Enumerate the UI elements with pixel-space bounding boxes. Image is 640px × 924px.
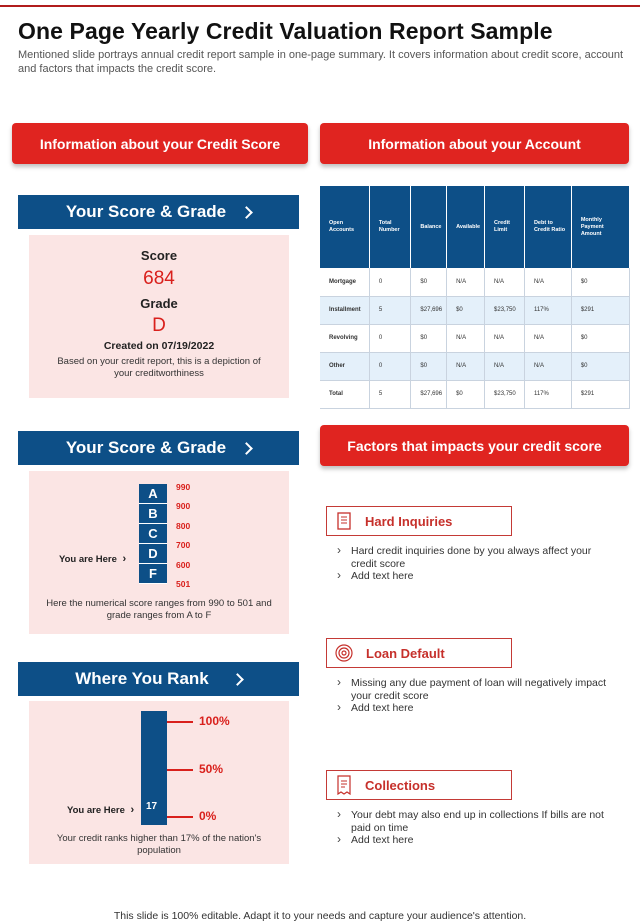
rank-card: [29, 701, 289, 864]
table-row: [320, 352, 630, 380]
table-cell: $0: [411, 324, 447, 352]
table-cell: N/A: [485, 352, 525, 380]
factors-banner-label: Factors that impacts your credit score: [347, 437, 602, 454]
table-row: [320, 380, 630, 408]
factors-banner: [320, 425, 629, 466]
list-item: › Missing any due payment of loan will negatively impact your credit score: [335, 677, 620, 702]
column-header: Debt to Credit Ratio: [524, 186, 571, 268]
account-banner: [320, 123, 629, 164]
table-cell: 5: [369, 296, 411, 324]
table-cell: 117%: [524, 380, 571, 408]
grade-ladder-note: Here the numerical score ranges from 990 to 501 and grade ranges from A to F: [46, 598, 272, 621]
score-tick: 700: [176, 540, 191, 550]
page-subtitle: Mentioned slide portrays annual credit report sample in one-page summary. It covers information about credit score, account and factors that impacts the credit score.: [18, 49, 624, 75]
score-tick: 600: [176, 560, 191, 570]
receipt-icon: [335, 775, 353, 795]
score-grade-title: Your Score & Grade: [65, 202, 227, 221]
score-card: [29, 235, 289, 398]
chevron-right-icon: ›: [130, 804, 135, 816]
grade-cell: D: [139, 544, 167, 564]
top-divider: [0, 5, 640, 7]
rank-tick: [167, 769, 193, 771]
grade-cell: B: [139, 504, 167, 524]
score-tick: 900: [176, 501, 191, 511]
grade-ladder-title: Your Score & Grade: [65, 438, 227, 457]
table-cell: $0: [411, 352, 447, 380]
grade-label: Grade: [140, 296, 178, 311]
table-cell: $27,696: [411, 380, 447, 408]
score-tick: 800: [176, 521, 191, 531]
factor-collections: [326, 770, 512, 800]
score-tick: 501: [176, 579, 191, 589]
table-cell: $291: [571, 380, 629, 408]
rank-tick: [167, 816, 193, 818]
table-cell: $0: [447, 380, 485, 408]
rank-you-are-here: [67, 804, 134, 816]
grade-value: D: [152, 315, 166, 336]
grade-cell: A: [139, 484, 167, 504]
rank-level: 50%: [199, 762, 224, 776]
table-cell: N/A: [447, 324, 485, 352]
factor-bullets: [335, 677, 620, 715]
score-value: 684: [143, 268, 175, 289]
chevron-right-icon: [231, 673, 244, 686]
you-are-here-text: You are Here: [59, 554, 117, 565]
table-cell: Mortgage: [320, 268, 369, 296]
factor-bullets: [335, 809, 620, 847]
target-icon: [334, 643, 354, 663]
table-cell: N/A: [524, 324, 571, 352]
table-cell: $0: [571, 324, 629, 352]
footer-note: This slide is 100% editable. Adapt it to your needs and capture your audience's attention.: [113, 910, 527, 922]
column-header: Credit Limit: [485, 186, 525, 268]
score-label: Score: [140, 248, 178, 263]
list-item: › Add text here: [335, 702, 620, 715]
credit-score-banner-label: Information about your Credit Score: [39, 135, 281, 152]
account-banner-label: Information about your Account: [368, 135, 581, 152]
rank-header: [18, 662, 299, 696]
grade-cell: F: [139, 564, 167, 584]
factor-loan-default: [326, 638, 512, 668]
list-item: › Add text here: [335, 570, 615, 583]
factor-title: Collections: [365, 777, 436, 793]
column-header: Open Accounts: [320, 186, 369, 268]
created-date: Created on 07/19/2022: [103, 340, 215, 352]
table-cell: N/A: [447, 352, 485, 380]
table-cell: Revolving: [320, 324, 369, 352]
credit-score-banner: [12, 123, 308, 164]
column-header: Total Number: [369, 186, 411, 268]
table-cell: $0: [411, 268, 447, 296]
factor-title: Hard Inquiries: [365, 513, 453, 529]
column-header: Available: [447, 186, 485, 268]
score-note: Based on your credit report, this is a depiction of your creditworthiness: [57, 356, 261, 379]
table-cell: $0: [571, 268, 629, 296]
list-item: › Add text here: [335, 834, 620, 847]
table-cell: 0: [369, 352, 411, 380]
page-title: One Page Yearly Credit Valuation Report Sample: [18, 18, 553, 44]
table-cell: Other: [320, 352, 369, 380]
table-cell: 117%: [524, 296, 571, 324]
table-cell: N/A: [485, 324, 525, 352]
score-grade-header: [18, 195, 299, 229]
grade-cell: C: [139, 524, 167, 544]
grade-ladder: [139, 484, 167, 584]
account-table-header: [320, 186, 630, 268]
factor-bullets: [335, 545, 615, 583]
table-cell: N/A: [524, 268, 571, 296]
table-cell: N/A: [447, 268, 485, 296]
list-item: › Your debt may also end up in collections If bills are not paid on time: [335, 809, 620, 834]
rank-level: 100%: [199, 714, 230, 728]
column-header: Monthly Payment Amount: [571, 186, 629, 268]
rank-title: Where You Rank: [75, 669, 209, 688]
table-cell: Installment: [320, 296, 369, 324]
rank-note: Your credit ranks higher than 17% of the nation's population: [56, 833, 262, 856]
table-cell: $0: [447, 296, 485, 324]
table-cell: N/A: [485, 268, 525, 296]
rank-value: 17: [146, 801, 158, 812]
table-cell: $291: [571, 296, 629, 324]
table-cell: $0: [571, 352, 629, 380]
table-cell: Total: [320, 380, 369, 408]
chevron-right-icon: [240, 442, 253, 455]
account-table: [320, 186, 630, 409]
factor-hard-inquiries: [326, 506, 512, 536]
account-table-wrap: [320, 186, 630, 409]
table-cell: $23,750: [485, 296, 525, 324]
grade-ladder-header: [18, 431, 299, 465]
rank-you-are-here-text: You are Here: [67, 805, 125, 816]
list-item: › Hard credit inquiries done by you always affect your credit score: [335, 545, 615, 570]
table-cell: 5: [369, 380, 411, 408]
rank-tick: [167, 721, 193, 723]
table-row: [320, 268, 630, 296]
column-header: Balance: [411, 186, 447, 268]
table-row: [320, 296, 630, 324]
table-cell: N/A: [524, 352, 571, 380]
rank-level: 0%: [199, 809, 217, 823]
score-tick: 990: [176, 482, 191, 492]
document-icon: [335, 512, 353, 530]
table-cell: $27,696: [411, 296, 447, 324]
table-cell: 0: [369, 324, 411, 352]
table-cell: 0: [369, 268, 411, 296]
factor-title: Loan Default: [366, 645, 445, 661]
you-are-here-label: [59, 553, 126, 565]
table-row: [320, 324, 630, 352]
grade-ladder-card: [29, 471, 289, 634]
chevron-right-icon: [240, 206, 253, 219]
table-cell: $23,750: [485, 380, 525, 408]
chevron-right-icon: ›: [122, 553, 127, 565]
